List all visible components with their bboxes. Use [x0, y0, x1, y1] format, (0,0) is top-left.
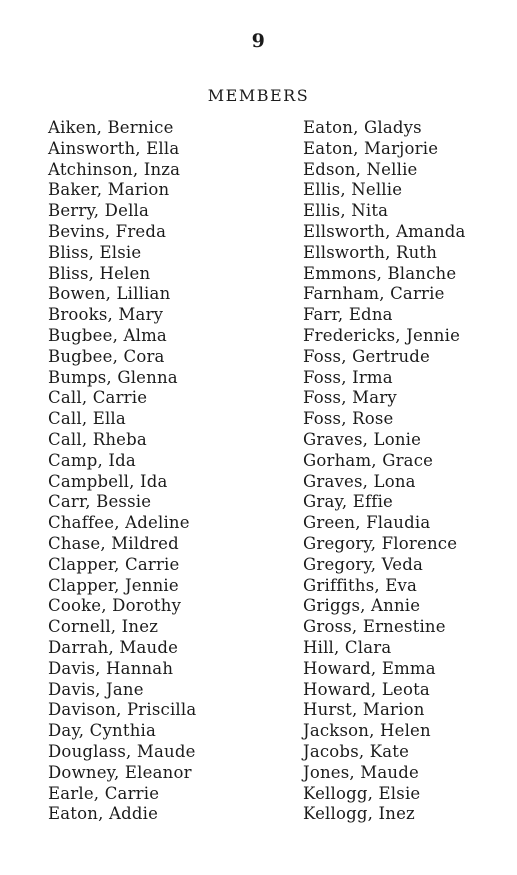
member-name: Carr, Bessie	[48, 492, 152, 512]
member-name: Foss, Rose	[303, 409, 394, 429]
member-name: Bumps, Glenna	[48, 367, 178, 387]
member-name: Foss, Gertrude	[303, 346, 431, 366]
member-name: Atchinson, Inza	[48, 159, 181, 179]
member-name: Foss, Mary	[303, 388, 397, 408]
member-name: Call, Carrie	[48, 388, 148, 408]
member-name: Aiken, Bernice	[48, 118, 174, 137]
member-name: Davison, Priscilla	[48, 700, 197, 720]
member-name: Bowen, Lillian	[48, 284, 171, 304]
members-column-right	[303, 118, 466, 825]
member-name: Farnham, Carrie	[303, 284, 445, 304]
member-name: Cooke, Dorothy	[48, 596, 182, 616]
member-name: Ainsworth, Ella	[48, 138, 180, 158]
member-name: Day, Cynthia	[48, 721, 157, 741]
member-name: Jones, Maude	[303, 762, 419, 782]
member-name: Clapper, Jennie	[48, 575, 179, 595]
member-name: Baker, Marion	[48, 180, 170, 200]
member-name: Berry, Della	[48, 201, 150, 221]
member-name: Chaffee, Adeline	[48, 513, 190, 533]
member-name: Brooks, Mary	[48, 305, 164, 325]
member-name: Gregory, Veda	[303, 554, 424, 574]
member-name: Foss, Irma	[303, 367, 393, 387]
member-name: Eaton, Gladys	[303, 118, 422, 137]
member-name: Eaton, Addie	[48, 804, 159, 824]
page-number: 9	[251, 30, 266, 52]
member-name: Cornell, Inez	[48, 617, 159, 637]
member-name: Green, Flaudia	[303, 513, 431, 533]
member-name: Emmons, Blanche	[303, 263, 457, 283]
member-name: Howard, Leota	[303, 679, 430, 699]
member-name: Ellis, Nellie	[303, 180, 403, 200]
member-name: Douglass, Maude	[48, 741, 196, 761]
member-name: Jacobs, Kate	[303, 741, 410, 761]
member-name: Chase, Mildred	[48, 533, 179, 553]
member-name: Griffiths, Eva	[303, 575, 418, 595]
member-name: Hill, Clara	[303, 637, 392, 657]
member-name: Gross, Ernestine	[303, 617, 446, 637]
member-name: Gorham, Grace	[303, 450, 434, 470]
member-name: Jackson, Helen	[303, 721, 431, 741]
member-name: Call, Rheba	[48, 429, 147, 449]
member-name: Bugbee, Alma	[48, 325, 167, 345]
member-name: Call, Ella	[48, 409, 126, 429]
member-name: Kellogg, Elsie	[303, 783, 421, 803]
section-heading: MEMBERS	[207, 86, 310, 105]
member-name: Edson, Nellie	[303, 159, 418, 179]
member-name: Hurst, Marion	[303, 700, 425, 720]
member-name: Eaton, Marjorie	[303, 138, 439, 158]
member-name: Ellsworth, Amanda	[303, 221, 466, 241]
member-name: Clapper, Carrie	[48, 554, 180, 574]
members-column-left	[48, 118, 196, 825]
member-name: Darrah, Maude	[48, 637, 179, 657]
member-name: Downey, Eleanor	[48, 762, 192, 782]
member-name: Campbell, Ida	[48, 471, 168, 491]
member-name: Graves, Lonie	[303, 429, 422, 449]
member-name: Farr, Edna	[303, 305, 393, 325]
member-name: Howard, Emma	[303, 658, 436, 678]
member-name: Bliss, Helen	[48, 263, 151, 283]
member-name: Davis, Jane	[48, 679, 144, 699]
member-name: Gray, Effie	[303, 492, 394, 512]
member-name: Gregory, Florence	[303, 533, 458, 553]
member-name: Fredericks, Jennie	[303, 325, 461, 345]
member-name: Davis, Hannah	[48, 658, 174, 678]
member-name: Graves, Lona	[303, 471, 416, 491]
member-name: Kellogg, Inez	[303, 804, 415, 824]
member-name: Bugbee, Cora	[48, 346, 165, 366]
member-name: Camp, Ida	[48, 450, 136, 470]
member-name: Bliss, Elsie	[48, 242, 142, 262]
member-name: Griggs, Annie	[303, 596, 421, 616]
member-name: Bevins, Freda	[48, 221, 167, 241]
member-name: Earle, Carrie	[48, 783, 160, 803]
member-name: Ellsworth, Ruth	[303, 242, 438, 262]
member-name: Ellis, Nita	[303, 201, 389, 221]
